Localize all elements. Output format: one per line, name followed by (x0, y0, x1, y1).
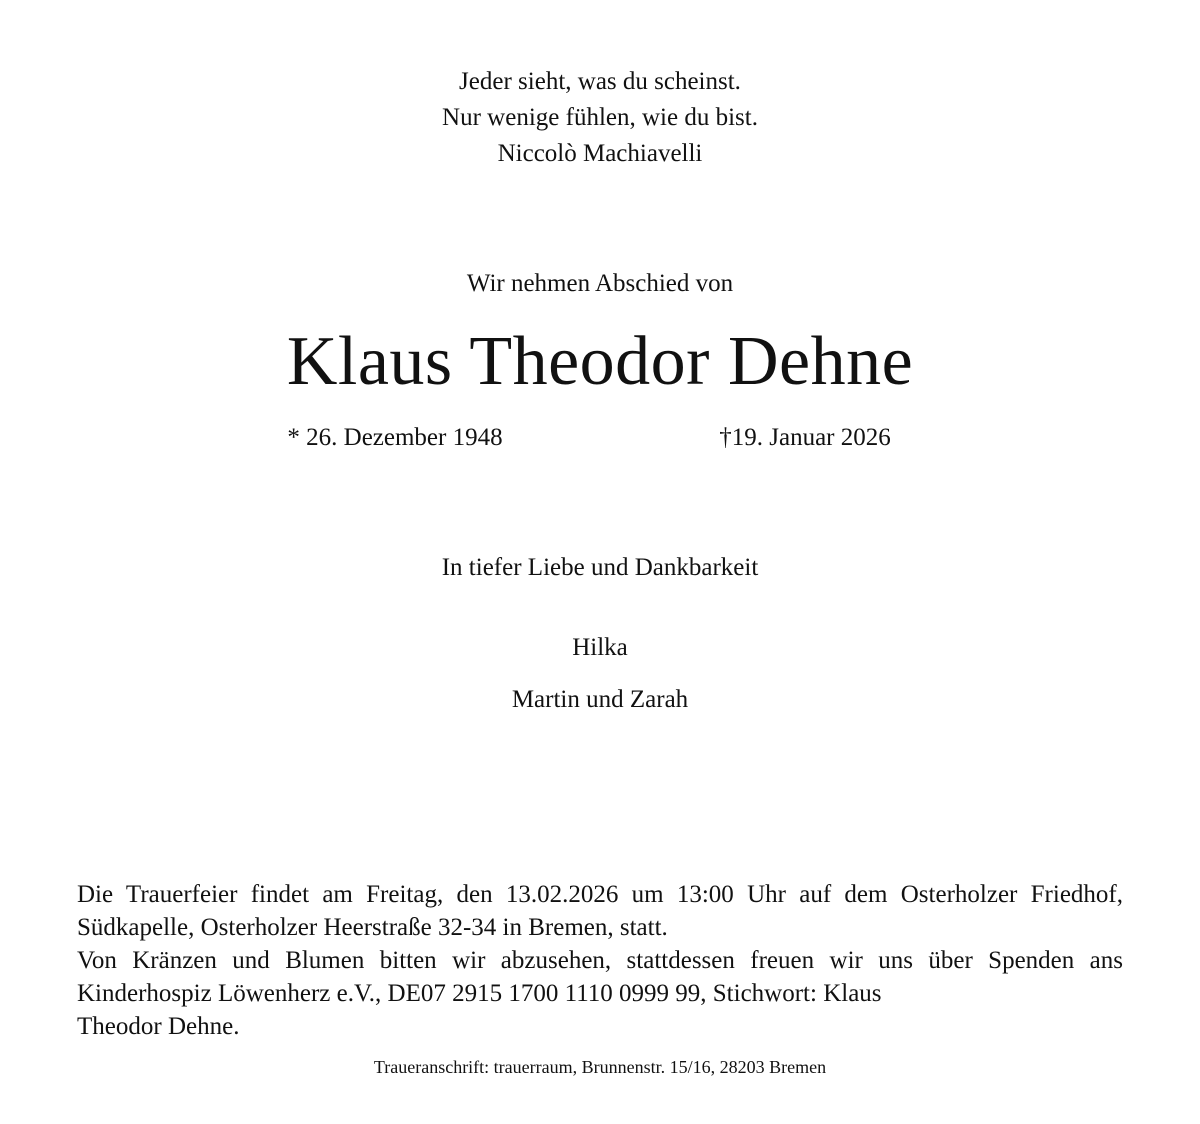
mourner-name: Hilka (572, 634, 628, 661)
tribute-line: In tiefer Liebe und Dankbarkeit (441, 554, 759, 581)
contact-address: Traueranschrift: trauerraum, Brunnenstr. 15/16, 28203 Bremen (373, 1057, 827, 1077)
quote-line-2: Nur wenige fühlen, wie du bist. (442, 104, 758, 131)
donation-text-line-2: Theodor Dehne. (77, 1013, 240, 1040)
life-dates (14, 422, 1186, 454)
donation-text-line-1: Von Kränzen und Blumen bitten wir abzusehen, stattdessen freuen wir uns über Spenden ans Kinderhospiz Löwenherz e.V., DE07 2915 1700 1110 0999 99, Stichwort: Klaus (77, 947, 1123, 1007)
quote-author: Niccolò Machiavelli (497, 140, 703, 167)
ceremony-text: Die Trauerfeier findet am Freitag, den 13.02.2026 um 13:00 Uhr auf dem Osterholzer Friedhof, Südkapelle, Osterholzer Heerstraße 32-34 in Bremen, statt. (77, 881, 1123, 941)
service-details (77, 878, 1123, 1043)
obituary-card (14, 12, 1186, 1098)
announcement-intro: Wir nehmen Abschied von (466, 270, 734, 297)
mourner-name: Martin und Zarah (511, 686, 689, 713)
quote-block (14, 64, 1186, 172)
mourners-list (14, 622, 1186, 726)
birth-date: * 26. Dezember 1948 (287, 424, 503, 451)
death-date: †19. Januar 2026 (719, 424, 891, 451)
quote-line-1: Jeder sieht, was du scheinst. (459, 68, 741, 95)
deceased-name: Klaus Theodor Dehne (286, 323, 914, 400)
